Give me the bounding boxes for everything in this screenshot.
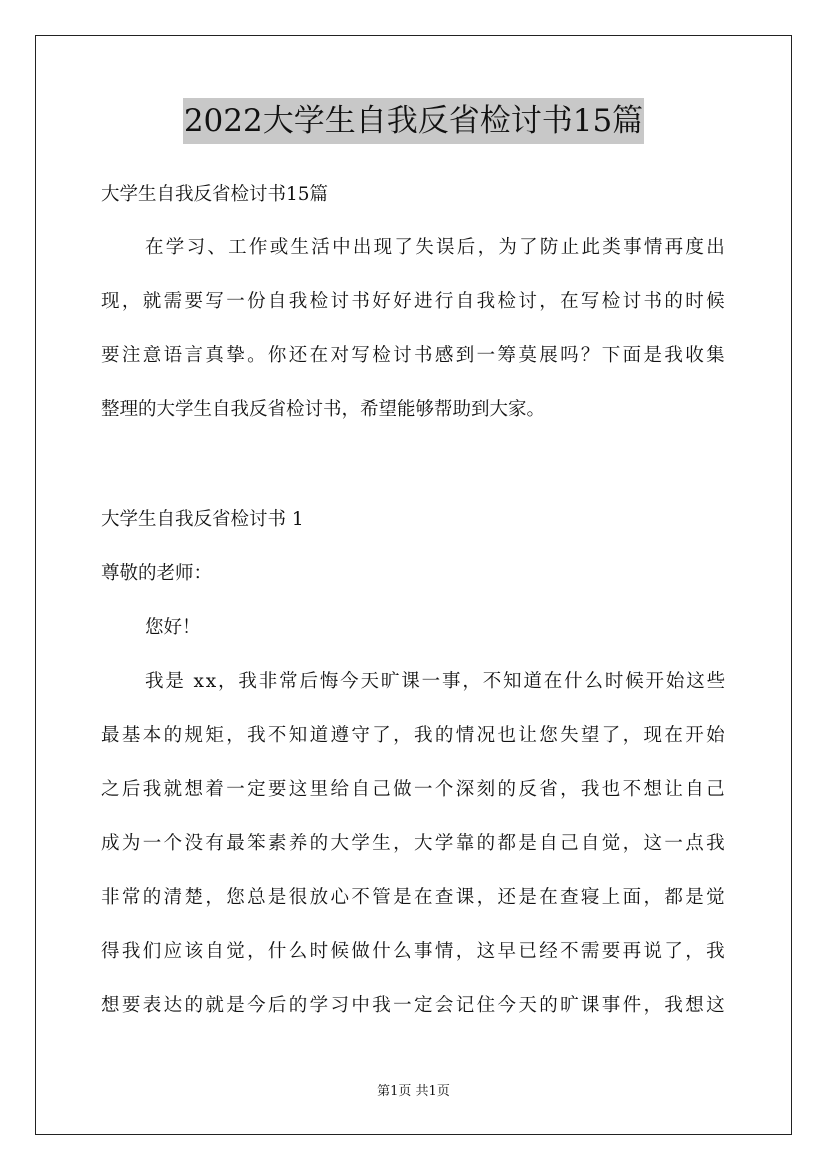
body-line-4: 成为一个没有最笨素养的大学生，大学靠的都是自己自觉，这一点我 [101, 833, 727, 854]
body-line-6: 得我们应该自觉，什么时候做什么事情，这早已经不需要再说了，我 [101, 941, 727, 962]
greeting: 您好！ [145, 617, 201, 638]
document-subtitle: 大学生自我反省检讨书15篇 [101, 184, 329, 205]
body-line-5: 非常的清楚，您总是很放心不管是在查课，还是在查寝上面，都是觉 [101, 887, 727, 908]
body-line-3: 之后我就想着一定要这里给自己做一个深刻的反省，我也不想让自己 [101, 779, 727, 800]
title-container [0, 98, 827, 144]
body-line-7: 想要表达的就是今后的学习中我一定会记住今天的旷课事件，我想这 [101, 995, 727, 1016]
page-footer [0, 1083, 827, 1101]
intro-line-1: 在学习、工作或生活中出现了失误后，为了防止此类事情再度出 [145, 237, 727, 258]
intro-line-3: 要注意语言真挚。你还在对写检讨书感到一筹莫展吗？下面是我收集 [101, 345, 727, 366]
intro-line-4: 整理的大学生自我反省检讨书，希望能够帮助到大家。 [101, 399, 546, 420]
body-line-1: 我是 xx，我非常后悔今天旷课一事，不知道在什么时候开始这些 [145, 671, 727, 692]
page-number-label: 第1页 共1页 [377, 1084, 450, 1099]
intro-line-2: 现，就需要写一份自我检讨书好好进行自我检讨，在写检讨书的时候 [101, 291, 727, 312]
salutation: 尊敬的老师： [101, 563, 213, 584]
document-title: 2022大学生自我反省检讨书15篇 [183, 98, 644, 144]
section-heading: 大学生自我反省检讨书 1 [101, 509, 304, 530]
body-line-2: 最基本的规矩，我不知道遵守了，我的情况也让您失望了，现在开始 [101, 725, 727, 746]
